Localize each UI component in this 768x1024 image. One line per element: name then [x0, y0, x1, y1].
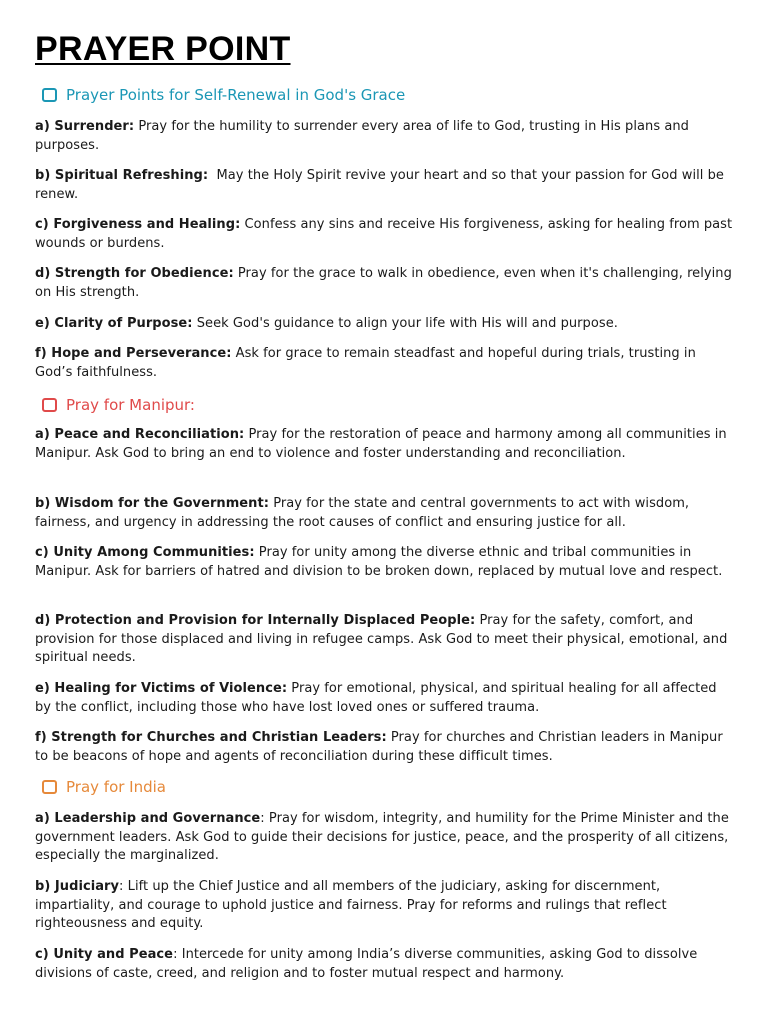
section-heading-manipur — [42, 396, 195, 414]
section-heading-text: Prayer Points for Self-Renewal in God's Grace — [66, 86, 406, 104]
item-label: a) Leadership and Governance — [35, 811, 261, 826]
item-text: Seek God's guidance to align your life with His will and purpose. — [196, 316, 618, 331]
item-label: c) Unity and Peace — [35, 947, 174, 962]
item-label: c) Unity Among Communities: — [35, 545, 255, 560]
prayer-item — [35, 315, 735, 334]
prayer-item: b) Judiciary: Lift up the Chief Justice and all members of the judiciary, asking for discernment, impartiality, and courage to uphold justice and fairness. Pray for reforms and rulings that reflect righteousness and equity. — [35, 879, 667, 931]
item-label: e) Clarity of Purpose: — [35, 316, 193, 331]
item-text: Pray for unity among the diverse ethnic and tribal communities in Manipur. Ask for barriers of hatred and division to be broken down, replaced by mutual love and respect. — [35, 545, 723, 579]
item-label: f) Strength for Churches and Christian Leaders: — [35, 730, 387, 745]
prayer-item — [35, 167, 735, 204]
prayer-item — [35, 612, 735, 668]
prayer-item: c) Unity and Peace: Intercede for unity among India’s diverse communities, asking God to dissolve divisions of caste, creed, and religion and to foster mutual respect and harmony. — [35, 947, 698, 981]
item-label: d) Strength for Obedience: — [35, 266, 234, 281]
item-label: a) Surrender: — [35, 119, 135, 134]
item-text: Pray for the grace to walk in obedience, even when it's challenging, relying on His strength. — [35, 266, 732, 300]
item-text: Pray for emotional, physical, and spiritual healing for all affected by the conflict, including those who have lost loved ones or suffered trauma. — [35, 681, 717, 715]
item-label: b) Wisdom for the Government: — [35, 496, 269, 511]
item-text: Lift up the Chief Justice and all members of the judiciary, asking for discernment, impartiality, and courage to uphold justice and fairness. Pray for reforms and rulings that reflect righteousness and equity. — [35, 879, 667, 931]
item-text: Pray for wisdom, integrity, and humility for the Prime Minister and the government leaders. Ask God to guide their decisions for justice, peace, and the prosperity of all citizens, especially the marginalized. — [35, 811, 729, 863]
item-text: Intercede for unity among India’s diverse communities, asking God to dissolve divisions of caste, creed, and religion and to foster mutual respect and harmony. — [35, 947, 698, 981]
prayer-item — [35, 265, 735, 302]
prayer-item — [35, 118, 735, 155]
section-heading-text: Pray for Manipur: — [66, 396, 195, 414]
prayer-item — [35, 345, 735, 382]
item-text: Pray for the restoration of peace and harmony among all communities in Manipur. Ask God to bring an end to violence and foster understanding and reconciliation. — [35, 427, 727, 461]
item-text: Pray for churches and Christian leaders in Manipur to be beacons of hope and agents of reconciliation during these difficult times. — [35, 730, 723, 764]
section-heading-india — [42, 778, 166, 796]
prayer-item — [35, 216, 735, 253]
item-text: Confess any sins and receive His forgiveness, asking for healing from past wounds or burdens. — [35, 217, 733, 251]
prayer-item — [35, 729, 735, 766]
item-label: b) Spiritual Refreshing: — [35, 168, 209, 183]
prayer-item — [35, 495, 735, 532]
item-text: May the Holy Spirit revive your heart and so that your passion for God will be renew. — [35, 168, 724, 202]
item-label: b) Judiciary — [35, 879, 120, 894]
item-label: d) Protection and Provision for Internally Displaced People: — [35, 613, 476, 628]
checkbox-icon — [42, 398, 57, 412]
item-text: Pray for the state and central governments to act with wisdom, fairness, and urgency in addressing the root causes of conflict and ensuring justice for all. — [35, 496, 690, 530]
prayer-item — [35, 426, 735, 463]
item-text: Pray for the humility to surrender every area of life to God, trusting in His plans and purposes. — [35, 119, 689, 153]
item-label: f) Hope and Perseverance: — [35, 346, 232, 361]
section-heading-self-renewal — [42, 86, 405, 104]
checkbox-icon — [42, 780, 57, 794]
checkbox-icon — [42, 88, 57, 102]
prayer-item — [35, 544, 735, 581]
section-heading-text: Pray for India — [66, 778, 166, 796]
item-label: e) Healing for Victims of Violence: — [35, 681, 288, 696]
item-label: a) Peace and Reconciliation: — [35, 427, 245, 442]
prayer-item: a) Leadership and Governance: Pray for wisdom, integrity, and humility for the Prime Minister and the government leaders. Ask God to guide their decisions for justice, peace, and the prosperity of all citizens, especially the marginalized. — [35, 811, 729, 863]
item-label: c) Forgiveness and Healing: — [35, 217, 241, 232]
page-title: PRAYER POINT — [35, 30, 291, 68]
item-text: Pray for the safety, comfort, and provision for those displaced and living in refugee camps. Ask God to meet their physical, emotional, and spiritual needs. — [35, 613, 728, 665]
item-text: Ask for grace to remain steadfast and hopeful during trials, trusting in God’s faithfulness. — [35, 346, 696, 380]
prayer-item — [35, 680, 735, 717]
